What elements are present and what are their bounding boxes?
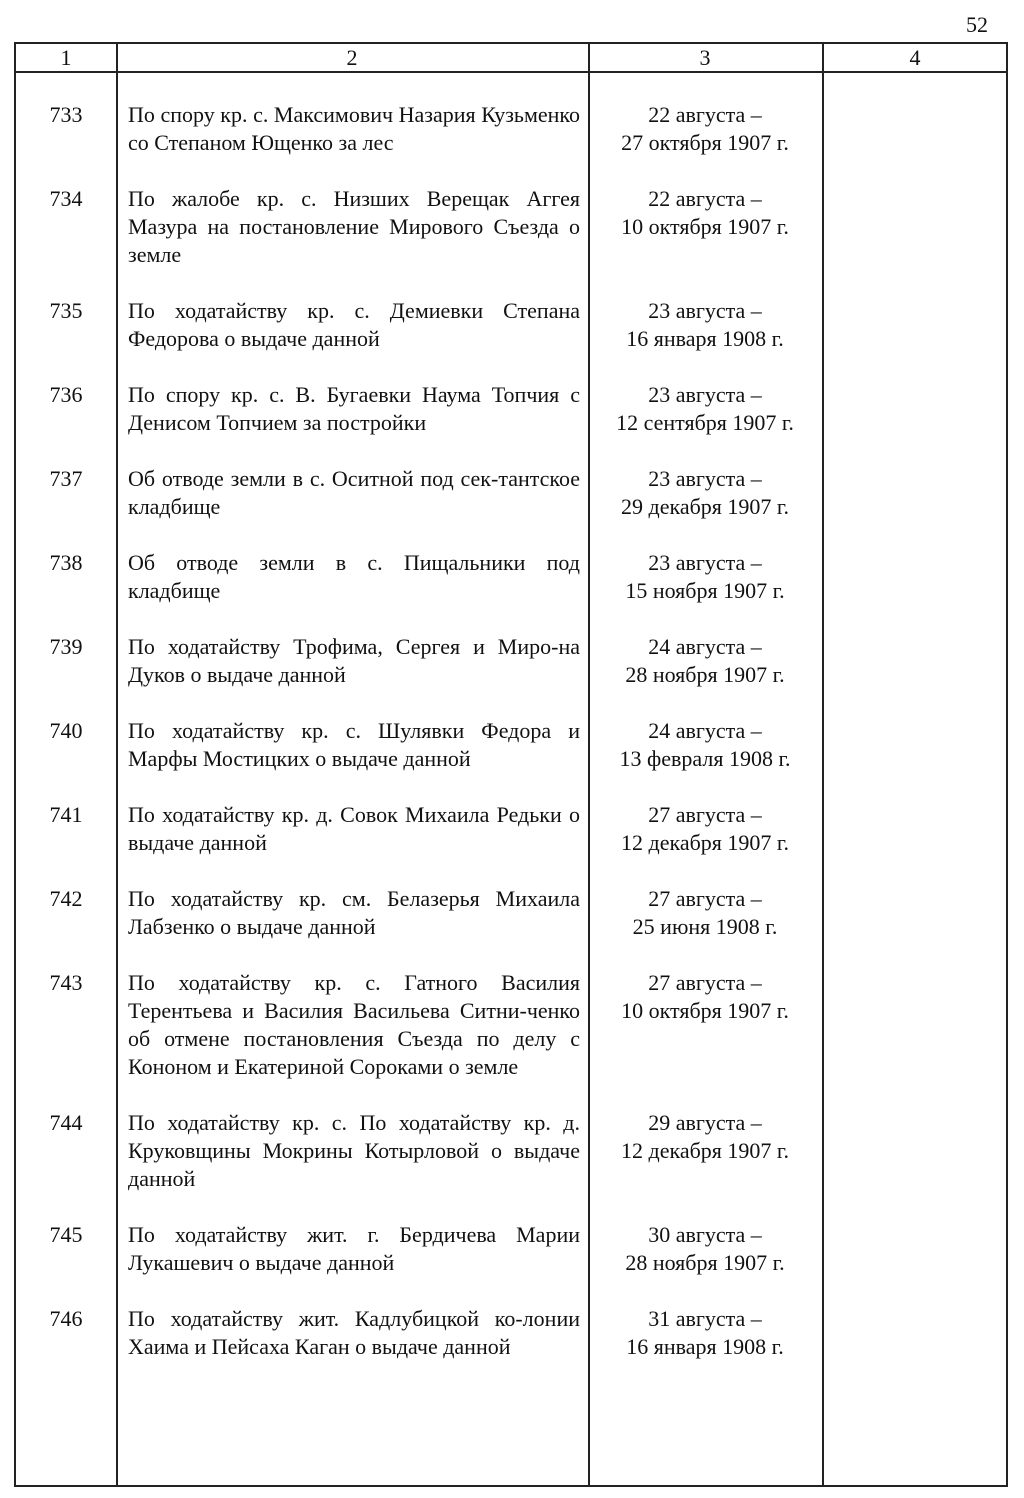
table-row	[16, 1109, 1006, 1193]
case-number: 733	[49, 102, 83, 127]
date-end: 27 октября 1907 г.	[621, 130, 789, 155]
header-cell-notes: 4	[909, 45, 921, 70]
date-end: 28 ноября 1907 г.	[625, 1250, 785, 1275]
case-dates	[588, 101, 822, 157]
date-end: 25 июня 1908 г.	[632, 914, 778, 939]
table-row	[16, 801, 1006, 857]
date-end: 15 ноября 1907 г.	[625, 578, 785, 603]
date-end: 12 декабря 1907 г.	[621, 830, 789, 855]
table-row	[16, 1305, 1006, 1361]
table-row	[16, 1221, 1006, 1277]
case-dates	[588, 381, 822, 437]
date-end: 13 февраля 1908 г.	[619, 746, 791, 771]
date-end: 10 октября 1907 г.	[621, 214, 789, 239]
date-end: 12 декабря 1907 г.	[621, 1138, 789, 1163]
register-table	[14, 42, 1008, 1487]
case-title: По спору кр. с. Максимович Назария Кузьменко со Степаном Ющенко за лес	[128, 102, 580, 155]
date-end: 10 октября 1907 г.	[621, 998, 789, 1023]
table-row	[16, 185, 1006, 269]
date-start: 24 августа –	[648, 718, 762, 743]
case-title: По жалобе кр. с. Низших Верещак Аггея Мазура на постановление Мирового Съезда о земле	[128, 186, 580, 267]
date-end: 12 сентября 1907 г.	[616, 410, 794, 435]
table-row	[16, 717, 1006, 773]
table-row	[16, 297, 1006, 353]
case-dates	[588, 185, 822, 241]
case-title: По ходатайству жит. г. Бердичева Марии Лукашевич о выдаче данной	[128, 1222, 580, 1275]
case-number: 738	[49, 550, 83, 575]
date-start: 22 августа –	[648, 186, 762, 211]
case-title: По ходатайству Трофима, Сергея и Миро-на Дуков о выдаче данной	[128, 634, 580, 687]
date-start: 27 августа –	[648, 970, 762, 995]
case-dates	[588, 717, 822, 773]
case-title: По ходатайству кр. с. По ходатайству кр. д. Круковщины Мокрины Котырловой о выдаче данной	[128, 1110, 580, 1191]
date-end: 29 декабря 1907 г.	[621, 494, 789, 519]
case-title: По ходатайству кр. с. Шулявки Федора и Марфы Мостицких о выдаче данной	[128, 718, 580, 771]
table-row	[16, 381, 1006, 437]
case-number: 734	[49, 186, 83, 211]
case-number: 741	[49, 802, 83, 827]
date-start: 24 августа –	[648, 634, 762, 659]
date-start: 23 августа –	[648, 382, 762, 407]
table-header-row	[16, 44, 1006, 73]
header-cell-title: 2	[346, 45, 358, 70]
case-number: 743	[49, 970, 83, 995]
case-title: По спору кр. с. В. Бугаевки Наума Топчия с Денисом Топчием за постройки	[128, 382, 580, 435]
date-start: 27 августа –	[648, 802, 762, 827]
case-number: 737	[49, 466, 83, 491]
case-title: Об отводе земли в с. Пищальники под кладбище	[128, 550, 580, 603]
case-number: 739	[49, 634, 83, 659]
case-number: 744	[49, 1110, 83, 1135]
case-dates	[588, 297, 822, 353]
table-row	[16, 101, 1006, 157]
date-start: 23 августа –	[648, 550, 762, 575]
case-number: 746	[49, 1306, 83, 1331]
table-row	[16, 969, 1006, 1081]
date-start: 27 августа –	[648, 886, 762, 911]
case-dates	[588, 801, 822, 857]
table-body	[16, 101, 1006, 1389]
case-number: 736	[49, 382, 83, 407]
case-number: 742	[49, 886, 83, 911]
case-dates	[588, 633, 822, 689]
case-title: По ходатайству кр. с. Гатного Василия Терентьева и Василия Васильева Ситни-ченко об отмене постановления Съезда по делу с Кононом и Екатериной Сороками о земле	[128, 970, 580, 1079]
header-cell-dates: 3	[699, 45, 711, 70]
table-row	[16, 885, 1006, 941]
case-title: По ходатайству кр. с. Демиевки Степана Федорова о выдаче данной	[128, 298, 580, 351]
case-title: По ходатайству жит. Кадлубицкой ко-лонии Хаима и Пейсаха Каган о выдаче данной	[128, 1306, 580, 1359]
table-row	[16, 465, 1006, 521]
table-row	[16, 549, 1006, 605]
case-dates	[588, 549, 822, 605]
case-dates	[588, 885, 822, 941]
case-dates	[588, 465, 822, 521]
date-start: 29 августа –	[648, 1110, 762, 1135]
case-number: 745	[49, 1222, 83, 1247]
case-dates	[588, 1305, 822, 1361]
case-number: 740	[49, 718, 83, 743]
case-dates	[588, 1109, 822, 1165]
header-cell-number: 1	[60, 45, 72, 70]
date-start: 23 августа –	[648, 466, 762, 491]
date-end: 16 января 1908 г.	[626, 326, 784, 351]
case-dates	[588, 969, 822, 1025]
case-number: 735	[49, 298, 83, 323]
case-title: По ходатайству кр. д. Совок Михаила Редьки о выдаче данной	[128, 802, 580, 855]
page-number: 52	[966, 12, 988, 37]
table-row	[16, 633, 1006, 689]
case-title: Об отводе земли в с. Оситной под сек-тантское кладбище	[128, 466, 580, 519]
date-start: 31 августа –	[648, 1306, 762, 1331]
date-start: 30 августа –	[648, 1222, 762, 1247]
date-start: 23 августа –	[648, 298, 762, 323]
date-start: 22 августа –	[648, 102, 762, 127]
date-end: 28 ноября 1907 г.	[625, 662, 785, 687]
case-title: По ходатайству кр. см. Белазерья Михаила Лабзенко о выдаче данной	[128, 886, 580, 939]
date-end: 16 января 1908 г.	[626, 1334, 784, 1359]
case-dates	[588, 1221, 822, 1277]
